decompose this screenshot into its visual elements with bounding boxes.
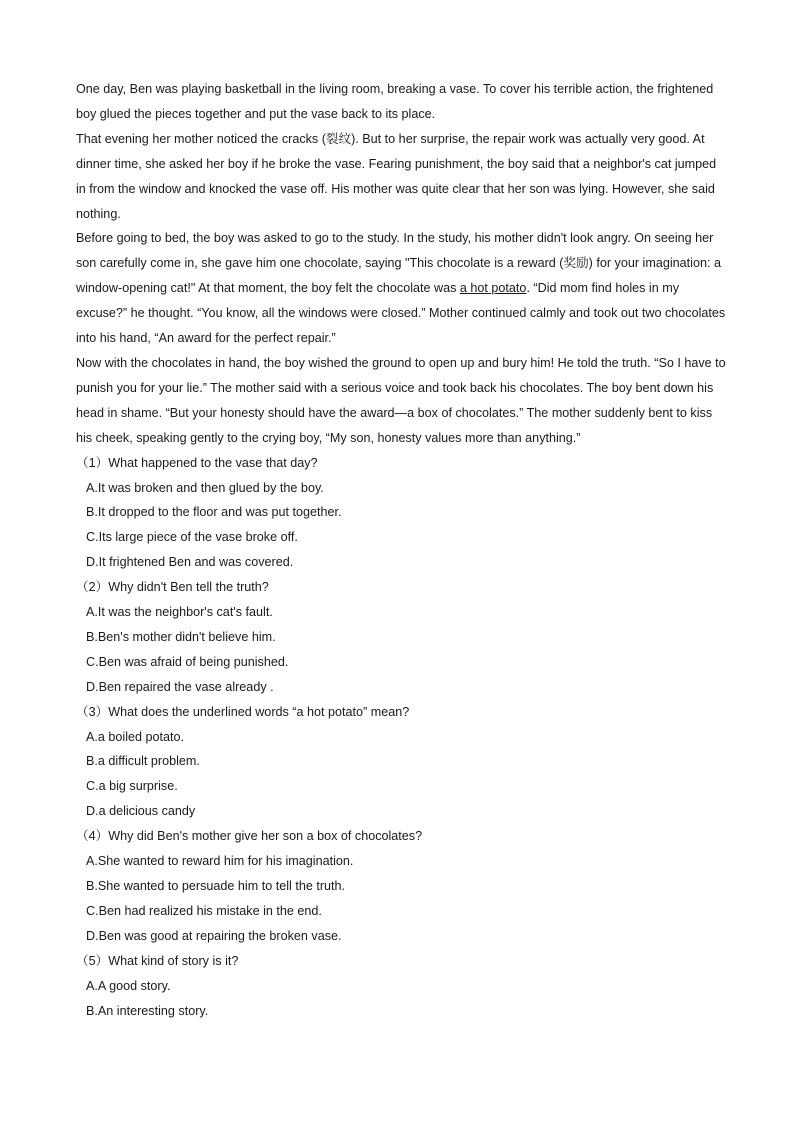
option-a: A.She wanted to reward him for his imagination. xyxy=(86,854,354,869)
option-c: C.a big surprise. xyxy=(86,779,178,794)
question-label: （4）Why did Ben's mother give her son a box of chocolates? xyxy=(76,829,423,844)
option-a: A.It was broken and then glued by the boy. xyxy=(86,480,324,495)
question-4 xyxy=(76,824,726,949)
question-label: （2）Why didn't Ben tell the truth? xyxy=(76,580,269,595)
question-1 xyxy=(76,451,726,576)
option-b: B.a difficult problem. xyxy=(86,754,200,769)
option-a: A.a boiled potato. xyxy=(86,729,185,744)
option-d: D.It frightened Ben and was covered. xyxy=(86,555,294,570)
question-label: （5）What kind of story is it? xyxy=(76,953,239,968)
question-5 xyxy=(76,949,726,1024)
option-c: C.Ben had realized his mistake in the end. xyxy=(86,903,322,918)
option-a: A.A good story. xyxy=(86,978,171,993)
question-3 xyxy=(76,700,726,825)
option-b: B.It dropped to the floor and was put together. xyxy=(86,505,342,520)
passage-paragraph-3 xyxy=(76,226,726,351)
question-label: （3）What does the underlined words “a hot potato” mean? xyxy=(76,704,410,719)
option-b: B.Ben's mother didn't believe him. xyxy=(86,629,276,644)
question-label: （1）What happened to the vase that day? xyxy=(76,455,318,470)
underlined-phrase: a hot potato xyxy=(459,281,527,296)
passage-paragraph-2: That evening her mother noticed the cracks (裂纹). But to her surprise, the repair work was actually very good. At dinner time, she asked her boy if he broke the vase. Fearing punishment, the boy said that a neighbor's cat jumped in from the window and knocked the vase off. His mother was quite clear that her son was lying. However, she said nothing. xyxy=(76,131,717,221)
document-page xyxy=(76,77,726,1023)
option-d: D.Ben repaired the vase already . xyxy=(86,679,274,694)
option-d: D.Ben was good at repairing the broken vase. xyxy=(86,928,342,943)
option-a: A.It was the neighbor's cat's fault. xyxy=(86,605,273,620)
option-c: C.Its large piece of the vase broke off. xyxy=(86,530,298,545)
passage-paragraph-4: Now with the chocolates in hand, the boy wished the ground to open up and bury him! He told the truth. “So I have to punish you for your lie.” The mother said with a serious voice and took back his chocolates. The boy bent down his head in shame. “But your honesty should have the award—a box of chocolates.” The mother suddenly bent to kiss his cheek, speaking gently to the crying boy, “My son, honesty values more than anything.” xyxy=(76,355,726,445)
passage-paragraph-3-end: . “Did mom find holes in my excuse?” he thought. “You know, all the windows were closed.” Mother continued calmly and took out two chocolates into his hand, “An award for the perfect repair.” xyxy=(76,281,726,346)
option-d: D.a delicious candy xyxy=(86,804,196,819)
passage-paragraph-1: One day, Ben was playing basketball in the living room, breaking a vase. To cover his terrible action, the frightened boy glued the pieces together and put the vase back to its place. xyxy=(76,82,714,121)
passage-paragraph-3-start: Before going to bed, the boy was asked to go to the study. In the study, his mother didn't look angry. On seeing her son carefully come in, she gave him one chocolate, saying "This chocolate is a reward (奖励) for your imagination: a window-opening cat!" At that moment, the boy felt the chocolate was xyxy=(76,231,721,296)
option-b: B.She wanted to persuade him to tell the truth. xyxy=(86,879,346,893)
option-b: B.An interesting story. xyxy=(86,1003,209,1018)
question-2 xyxy=(76,575,726,700)
option-c: C.Ben was afraid of being punished. xyxy=(86,654,289,669)
